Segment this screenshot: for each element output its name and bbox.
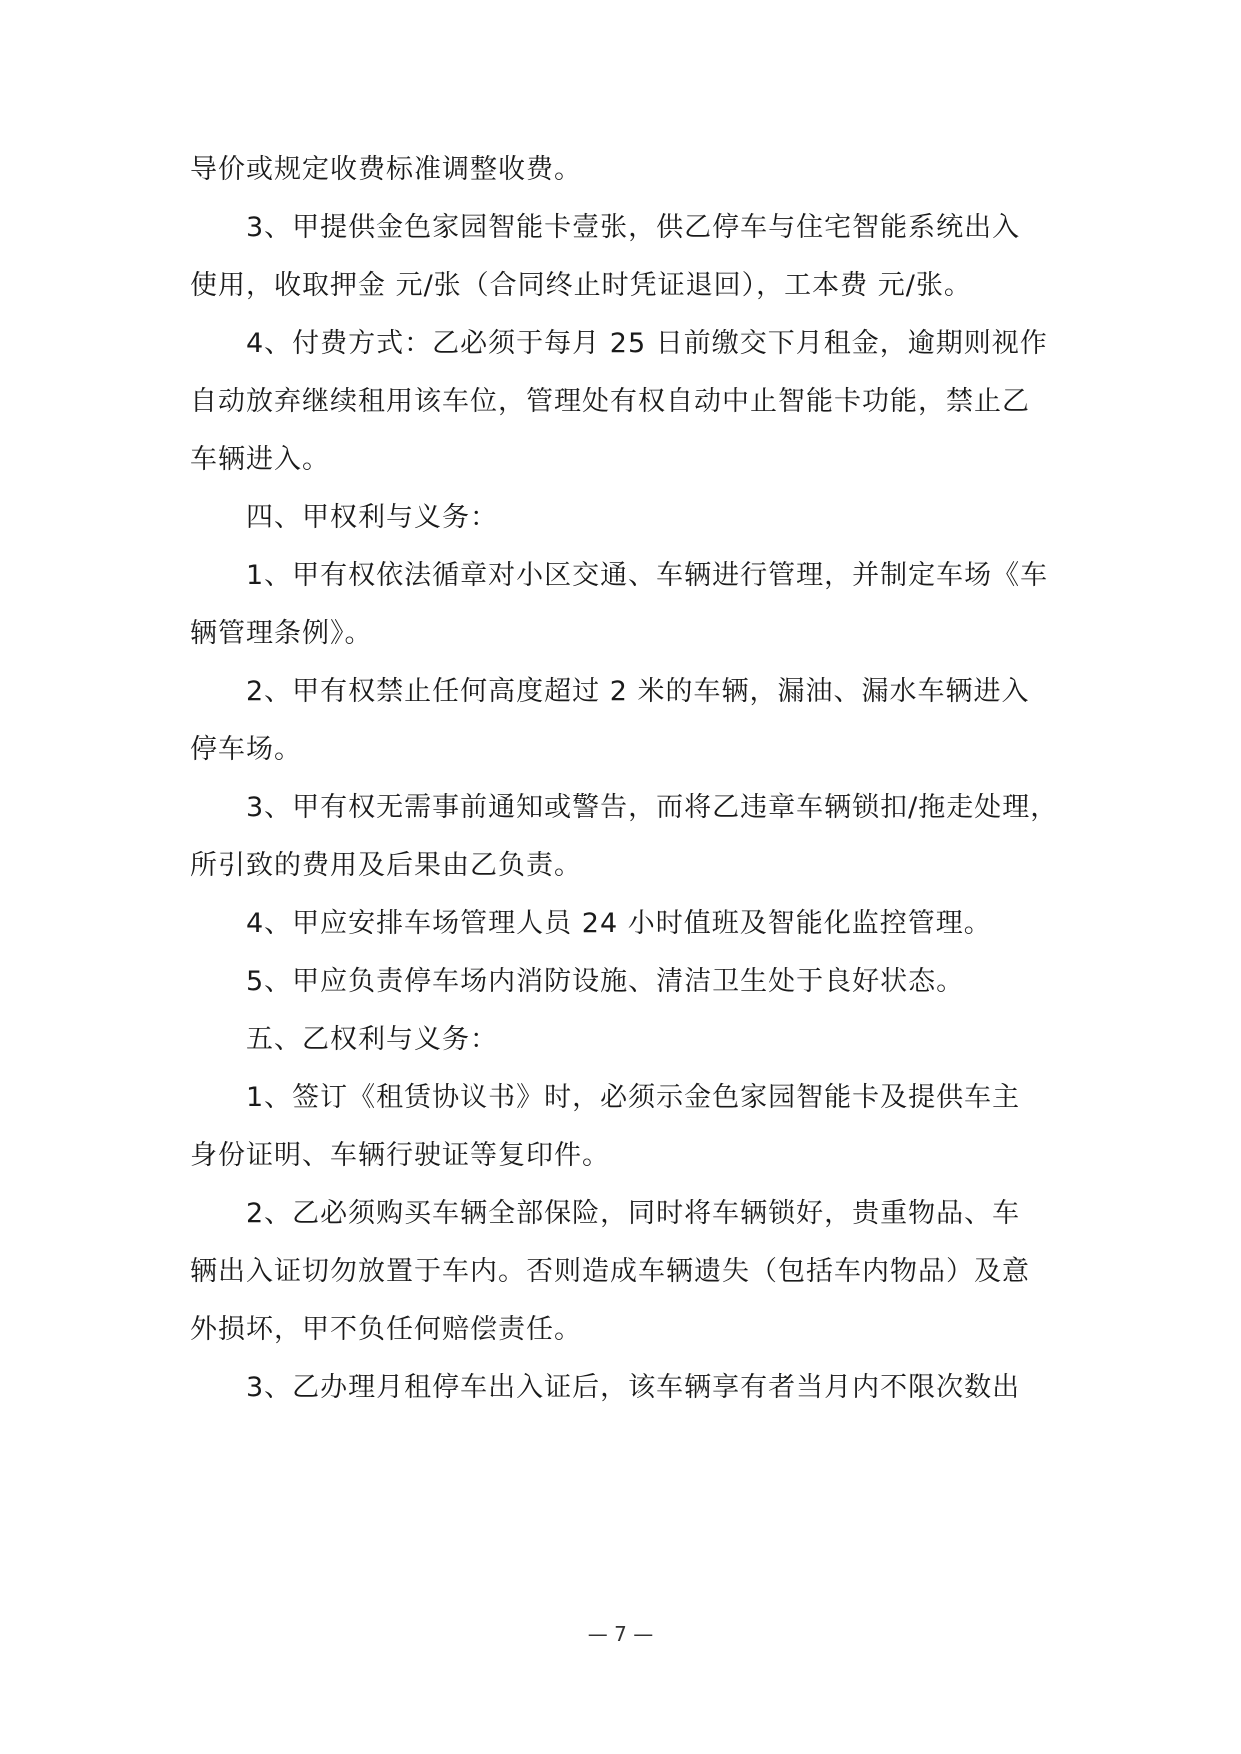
text-line: 导价或规定收费标准调整收费。	[190, 154, 582, 185]
text-line: 辆出入证切勿放置于车内。否则造成车辆遗失（包括车内物品）及意	[190, 1256, 1030, 1287]
text-line: 使用，收取押金 元/张（合同终止时凭证退回），工本费 元/张。	[190, 270, 972, 301]
text-line: 2、甲有权禁止任何高度超过 2 米的车辆，漏油、漏水车辆进入	[246, 676, 1030, 707]
text-line: 自动放弃继续租用该车位，管理处有权自动中止智能卡功能，禁止乙	[190, 386, 1030, 417]
text-line: 1、签订《租赁协议书》时，必须示金色家园智能卡及提供车主	[246, 1082, 1021, 1113]
text-line: 2、乙必须购买车辆全部保险，同时将车辆锁好，贵重物品、车	[246, 1198, 1021, 1229]
text-line: 停车场。	[190, 734, 302, 765]
text-line: 外损坏，甲不负任何赔偿责任。	[190, 1314, 582, 1345]
text-line: 1、甲有权依法循章对小区交通、车辆进行管理，并制定车场《车	[246, 560, 1049, 591]
text-line: 3、乙办理月租停车出入证后，该车辆享有者当月内不限次数出	[246, 1372, 1021, 1403]
text-line: 所引致的费用及后果由乙负责。	[190, 850, 582, 881]
text-line: 3、甲提供金色家园智能卡壹张，供乙停车与住宅智能系统出入	[246, 212, 1021, 243]
text-line: 4、付费方式：乙必须于每月 25 日前缴交下月租金，逾期则视作	[246, 328, 1048, 359]
text-line: 4、甲应安排车场管理人员 24 小时值班及智能化监控管理。	[246, 908, 992, 939]
text-line: 辆管理条例》。	[190, 618, 373, 649]
section-heading: 四、甲权利与义务：	[246, 502, 498, 533]
text-line: 3、甲有权无需事前通知或警告，而将乙违章车辆锁扣/拖走处理，	[246, 792, 1059, 823]
section-heading: 五、乙权利与义务：	[246, 1024, 498, 1055]
text-line: 5、甲应负责停车场内消防设施、清洁卫生处于良好状态。	[246, 966, 965, 997]
page-number: — 7 —	[587, 1622, 654, 1646]
text-line: 身份证明、车辆行驶证等复印件。	[190, 1140, 610, 1171]
text-line: 车辆进入。	[190, 444, 330, 475]
